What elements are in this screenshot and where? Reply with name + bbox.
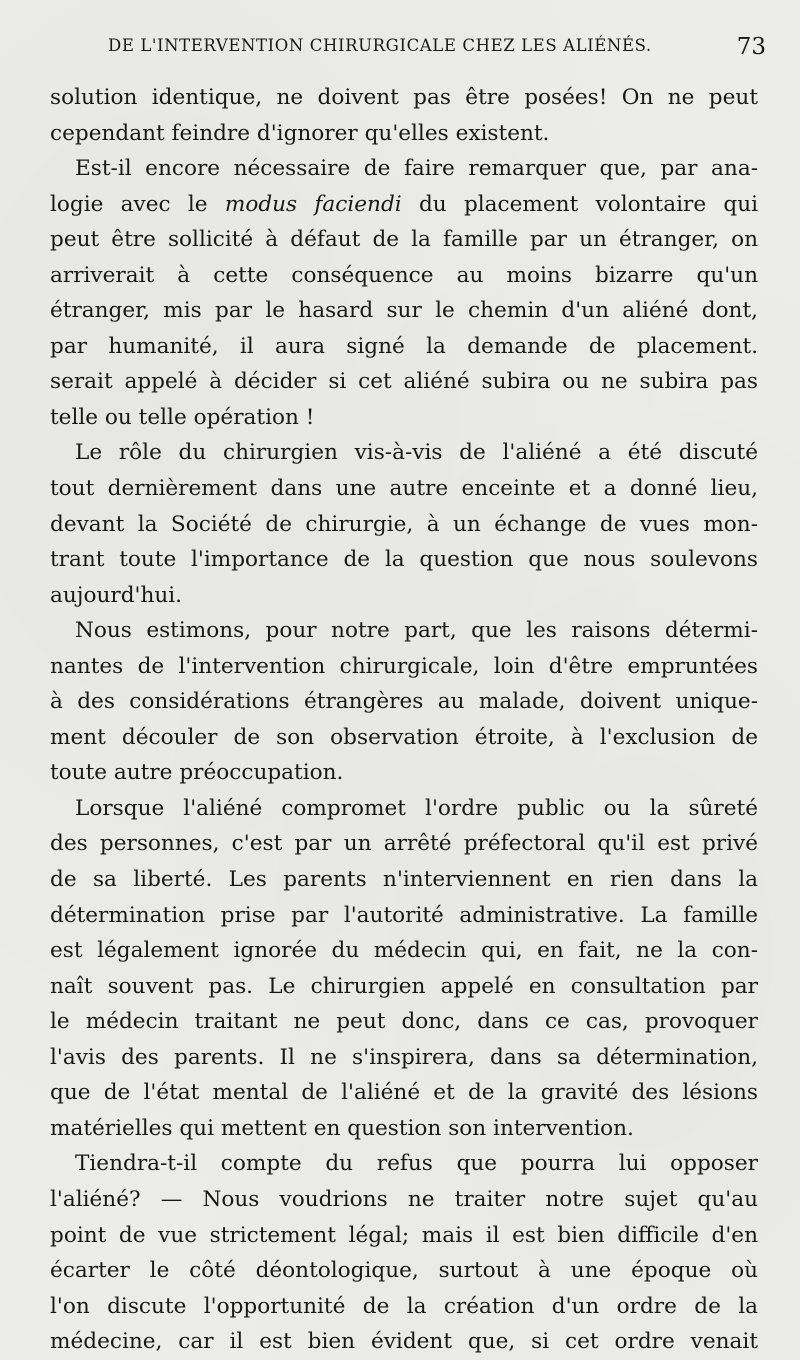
text-line: tout dernièrement dans une autre enceinte et a donné lieu,	[50, 476, 758, 502]
text-line: Est-il encore nécessaire de faire remarquer que, par ana-	[75, 156, 758, 182]
text-fragment: du placement volontaire qui	[401, 191, 759, 217]
text-line: par humanité, il aura signé la demande de placement.	[50, 333, 758, 359]
text-line: des personnes, c'est par un arrêté préfectoral qu'il est privé	[50, 831, 758, 857]
text-line: matérielles qui mettent en question son intervention.	[50, 1115, 634, 1141]
text-line: Nous estimons, pour notre part, que les raisons détermi-	[75, 618, 758, 644]
page-number: 73	[736, 34, 766, 60]
text-line: Tiendra-t-il compte du refus que pourra lui opposer	[75, 1151, 758, 1177]
text-line: Le rôle du chirurgien vis-à-vis de l'aliéné a été discuté	[75, 440, 758, 466]
text-line: Lorsque l'aliéné compromet l'ordre public ou la sûreté	[75, 795, 758, 821]
text-line: nantes de l'intervention chirurgicale, loin d'être empruntées	[50, 653, 758, 679]
text-line: médecine, car il est bien évident que, si cet ordre venait	[50, 1329, 758, 1355]
body-text	[50, 80, 758, 1360]
text-line: telle ou telle opération !	[50, 404, 315, 430]
text-line: de sa liberté. Les parents n'interviennent en rien dans la	[50, 867, 758, 893]
text-line	[50, 187, 758, 223]
text-line: peut être sollicité à défaut de la famille par un étranger, on	[50, 227, 758, 253]
page-header	[108, 36, 766, 68]
text-line: détermination prise par l'autorité administrative. La famille	[50, 902, 758, 928]
text-line: cependant feindre d'ignorer qu'elles existent.	[50, 120, 550, 146]
text-line: à des considérations étrangères au malade, doivent unique-	[50, 689, 758, 715]
running-head: DE L'INTERVENTION CHIRURGICALE CHEZ LES ALIÉNÉS.	[108, 36, 652, 55]
text-line: est légalement ignorée du médecin qui, en fait, ne la con-	[50, 938, 758, 964]
text-line: étranger, mis par le hasard sur le chemin d'un aliéné dont,	[50, 298, 758, 324]
text-fragment: logie avec le	[50, 191, 225, 217]
text-line: le médecin traitant ne peut donc, dans ce cas, provoquer	[50, 1009, 758, 1035]
text-line: devant la Société de chirurgie, à un échange de vues mon-	[50, 511, 758, 537]
text-line: ment découler de son observation étroite, à l'exclusion de	[50, 724, 758, 750]
text-line: toute autre préoccupation.	[50, 760, 344, 786]
text-line: que de l'état mental de l'aliéné et de la gravité des lésions	[50, 1080, 758, 1106]
text-line: l'avis des parents. Il ne s'inspirera, dans sa détermination,	[50, 1044, 758, 1070]
text-line: écarter le côté déontologique, surtout à une époque où	[50, 1258, 758, 1284]
text-line: arriverait à cette conséquence au moins bizarre qu'un	[50, 262, 758, 288]
text-line: naît souvent pas. Le chirurgien appelé en consultation par	[50, 973, 758, 999]
text-line: point de vue strictement légal; mais il est bien difficile d'en	[50, 1222, 758, 1248]
text-line: serait appelé à décider si cet aliéné subira ou ne subira pas	[50, 369, 758, 395]
text-line: solution identique, ne doivent pas être posées! On ne peut	[50, 85, 758, 110]
text-line: trant toute l'importance de la question que nous soulevons	[50, 547, 758, 573]
text-line: aujourd'hui.	[50, 582, 183, 608]
text-line: l'on discute l'opportunité de la création d'un ordre de la	[50, 1293, 758, 1319]
text-line: l'aliéné? — Nous voudrions ne traiter notre sujet qu'au	[50, 1186, 758, 1212]
italic-phrase: modus faciendi	[224, 191, 402, 217]
